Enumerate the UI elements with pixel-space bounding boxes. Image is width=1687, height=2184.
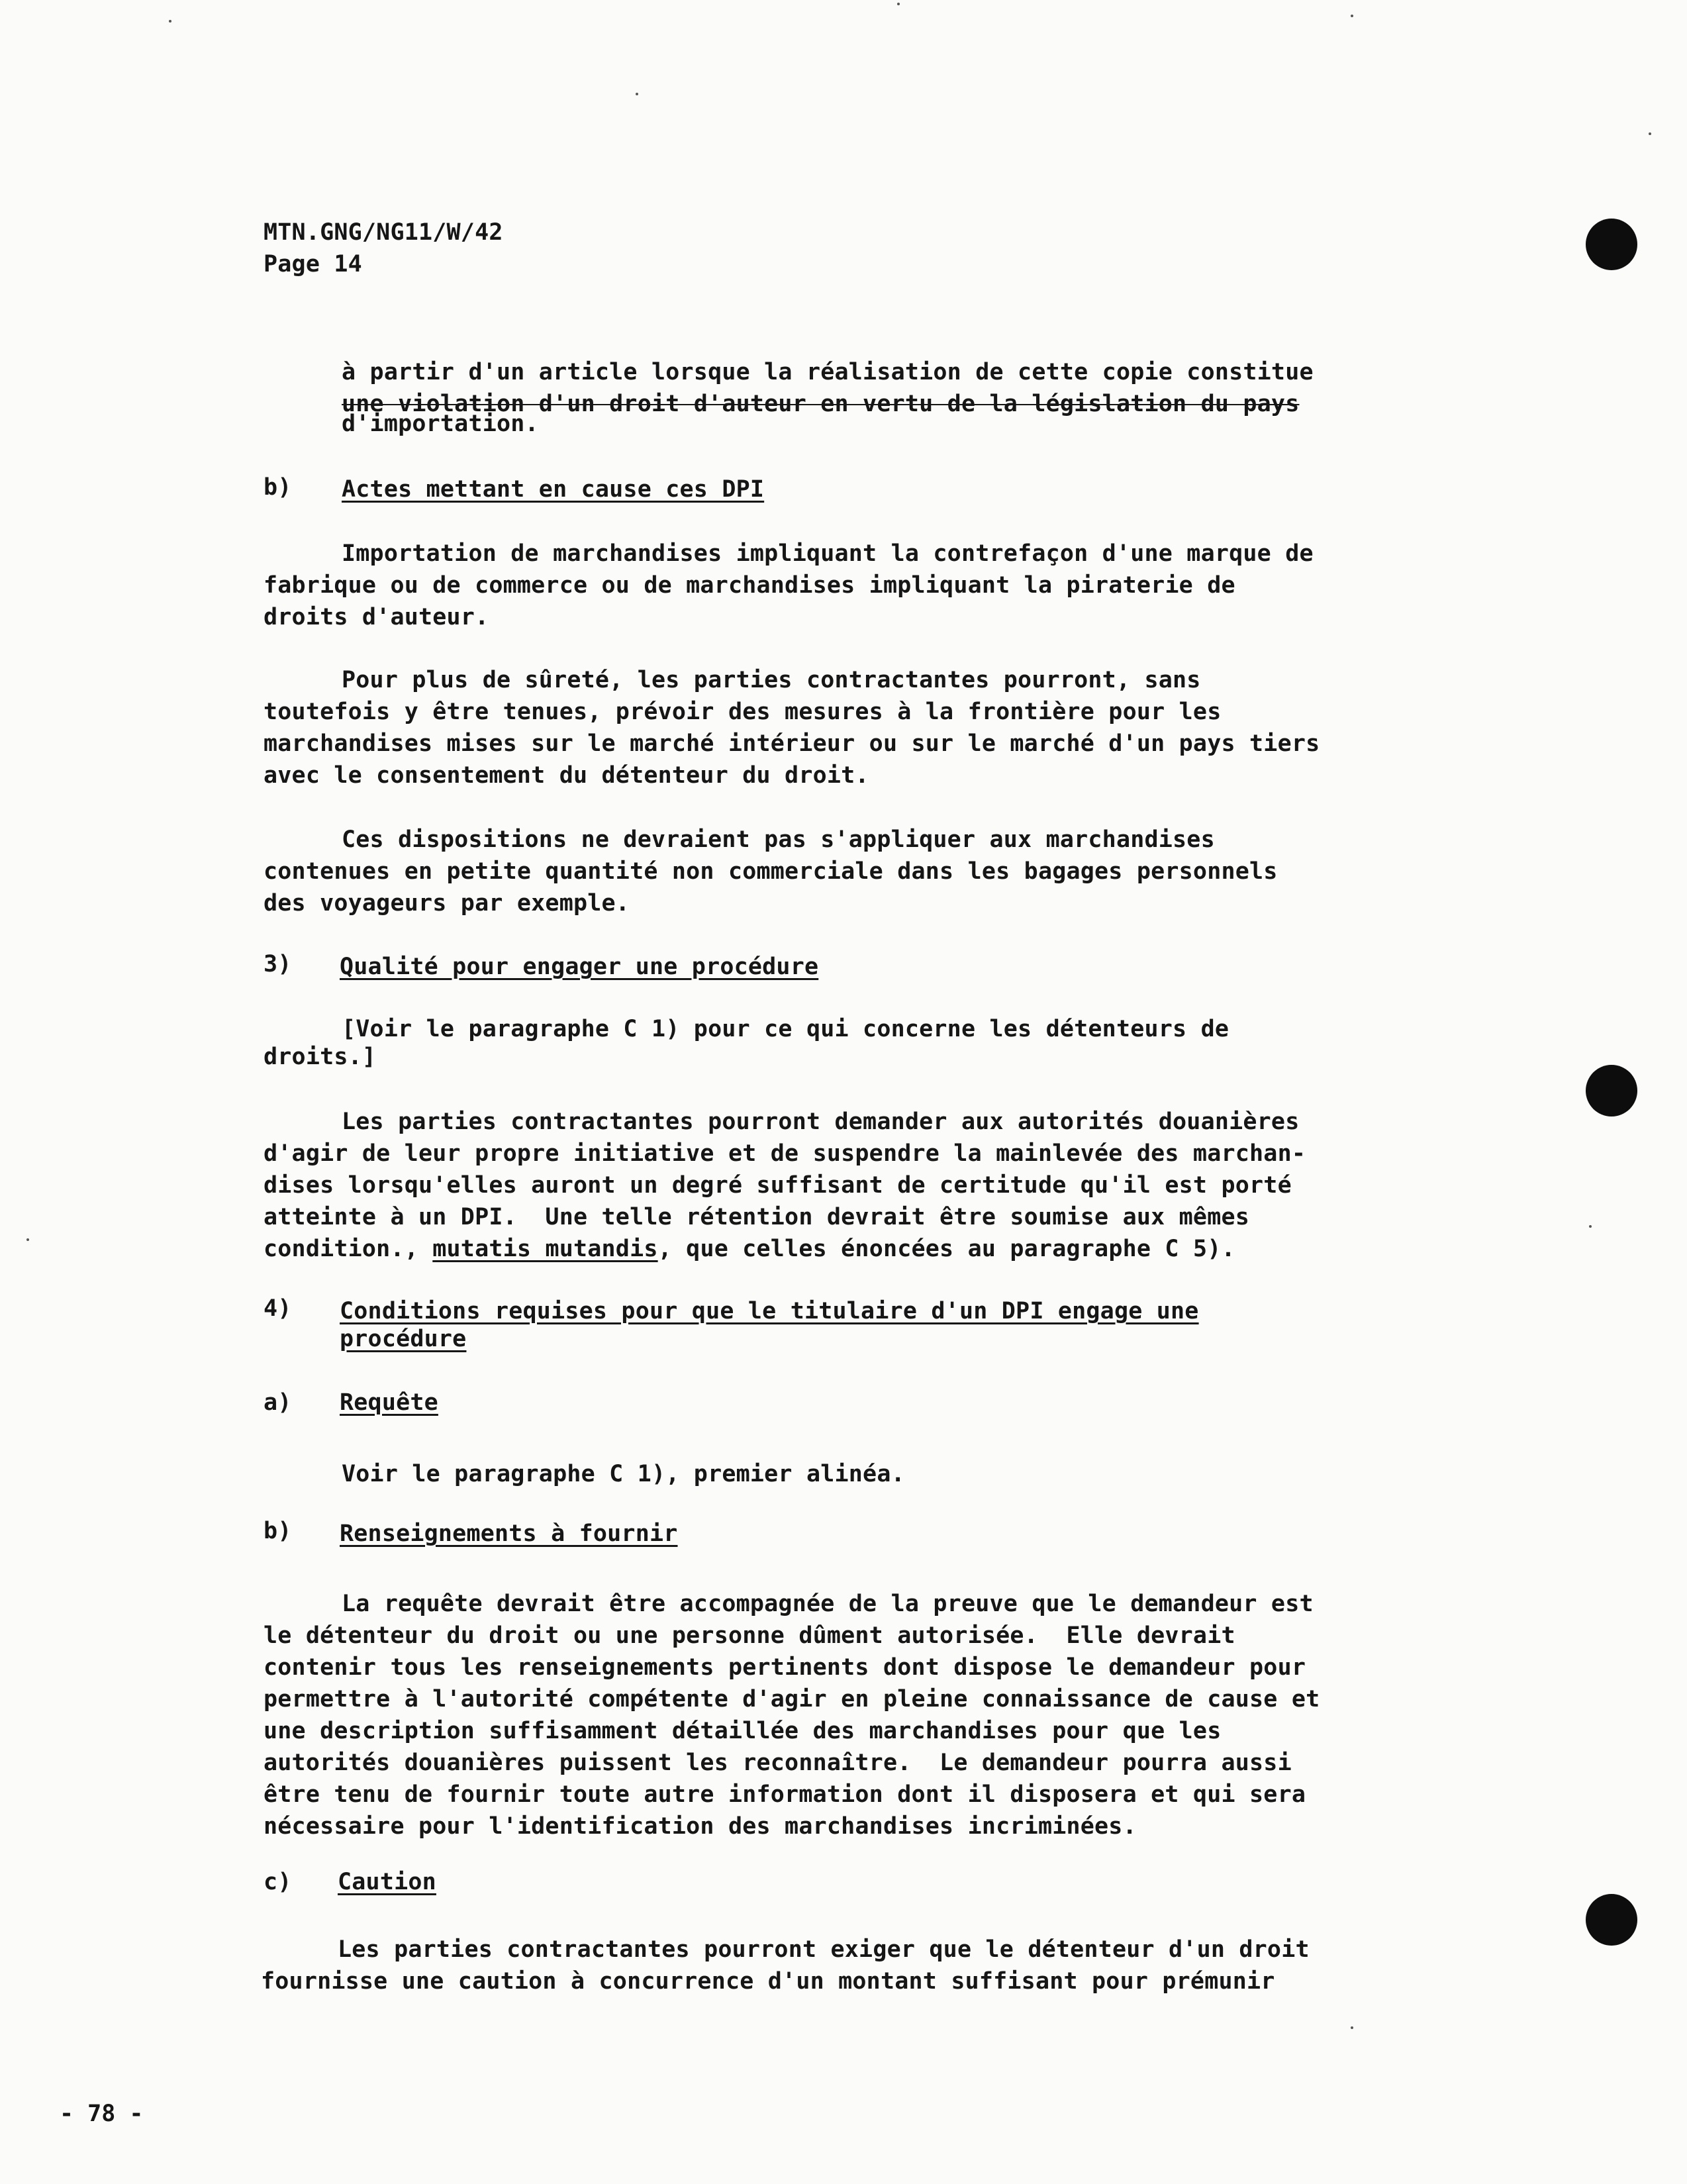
section-title-c: Caution (338, 1869, 436, 1895)
section-marker-b2: b) (264, 1518, 292, 1544)
scan-speck (1351, 15, 1353, 17)
para-b2-line-7: être tenu de fournir toute autre information dont il disposera et qui sera (264, 1781, 1306, 1808)
para-b1-3-line-1: Ces dispositions ne devraient pas s'appliquer aux marchandises (342, 826, 1215, 853)
cont-line-1: à partir d'un article lorsque la réalisation de cette copie constitue (342, 359, 1314, 385)
punch-hole-bottom (1586, 1894, 1637, 1946)
para-b2-line-6: autorités douanières puissent les reconnaître. Le demandeur pourra aussi (264, 1750, 1292, 1776)
para-b1-3-line-3: des voyageurs par exemple. (264, 890, 630, 917)
para-b2-line-3: contenir tous les renseignements pertinents dont dispose le demandeur pour (264, 1654, 1306, 1681)
para-b2-line-4: permettre à l'autorité compétente d'agir en pleine connaissance de cause et (264, 1686, 1320, 1712)
scan-speck (26, 1238, 29, 1241)
section-marker-3: 3) (264, 951, 292, 977)
section-marker-b1: b) (264, 474, 292, 501)
para-c-line-1: Les parties contractantes pourront exiger que le détenteur d'un droit (338, 1936, 1310, 1963)
scan-speck (1589, 1225, 1592, 1228)
para-3-2-line-1: Les parties contractantes pourront demander aux autorités douanières (342, 1109, 1300, 1135)
para-3-1-line-2: droits.] (264, 1044, 377, 1070)
section-title-b2: Renseignements à fournir (340, 1520, 678, 1547)
para-3-2-line-5 (264, 1233, 1235, 1265)
para-b1-2-line-2: toutefois y être tenues, prévoir des mesures à la frontière pour les (264, 699, 1222, 725)
para-b1-3-line-2: contenues en petite quantité non commerciale dans les bagages personnels (264, 858, 1278, 885)
para-b1-1-line-3: droits d'auteur. (264, 604, 489, 630)
punch-hole-top (1586, 219, 1637, 270)
para-b1-2-line-1: Pour plus de sûreté, les parties contractantes pourront, sans (342, 667, 1201, 693)
section-title-b1: Actes mettant en cause ces DPI (342, 476, 765, 503)
para-b2-line-5: une description suffisamment détaillée des marchandises pour que les (264, 1718, 1222, 1744)
para-3-2-after: , que celles énoncées au paragraphe C 5). (657, 1236, 1235, 1262)
latin-phrase: mutatis mutandis (432, 1236, 658, 1262)
page-number: - 78 - (60, 2101, 144, 2127)
para-c-line-2: fournisse une caution à concurrence d'un montant suffisant pour prémunir (261, 1968, 1275, 1995)
section-title-3: Qualité pour engager une procédure (340, 954, 819, 980)
para-b1-2-line-3: marchandises mises sur le marché intérieur ou sur le marché d'un pays tiers (264, 730, 1320, 757)
section-marker-c: c) (264, 1869, 292, 1895)
cont-line-2: une violation d'un droit d'auteur en vertu de la législation du pays (342, 391, 1300, 417)
para-b2-line-2: le détenteur du droit ou une personne dûment autorisée. Elle devrait (264, 1622, 1235, 1649)
section-title-4-line-1: Conditions requises pour que le titulaire d'un DPI engage une (340, 1298, 1199, 1324)
para-a: Voir le paragraphe C 1), premier alinéa. (342, 1461, 905, 1487)
section-marker-a: a) (264, 1389, 292, 1416)
scan-speck (897, 3, 900, 5)
para-3-1-line-1: [Voir le paragraphe C 1) pour ce qui concerne les détenteurs de (342, 1016, 1229, 1042)
scan-speck (636, 93, 638, 95)
para-b2-line-8: nécessaire pour l'identification des marchandises incriminées. (264, 1813, 1137, 1840)
para-3-2-line-2: d'agir de leur propre initiative et de suspendre la mainlevée des marchan- (264, 1140, 1306, 1167)
punch-hole-middle (1586, 1065, 1637, 1117)
section-marker-4: 4) (264, 1295, 292, 1322)
scan-speck (169, 20, 171, 23)
para-b1-1-line-1: Importation de marchandises impliquant la contrefaçon d'une marque de (342, 540, 1314, 567)
para-b1-1-line-2: fabrique ou de commerce ou de marchandises impliquant la piraterie de (264, 572, 1235, 599)
para-b2-line-1: La requête devrait être accompagnée de la preuve que le demandeur est (342, 1591, 1314, 1617)
para-3-2-line-4: atteinte à un DPI. Une telle rétention devrait être soumise aux mêmes (264, 1204, 1250, 1230)
para-3-2-line-3: dises lorsqu'elles auront un degré suffisant de certitude qu'il est porté (264, 1172, 1292, 1199)
scan-speck (1649, 132, 1651, 135)
para-b1-2-line-4: avec le consentement du détenteur du droit. (264, 762, 869, 789)
cont-line-3: d'importation. (342, 411, 539, 437)
doc-reference: MTN.GNG/NG11/W/42 (264, 219, 503, 246)
para-3-2-before: condition., (264, 1236, 433, 1262)
section-title-4-line-2: procédure (340, 1326, 467, 1352)
scan-speck (1351, 2026, 1353, 2029)
section-title-a: Requête (340, 1389, 438, 1416)
page-label: Page 14 (264, 251, 362, 277)
